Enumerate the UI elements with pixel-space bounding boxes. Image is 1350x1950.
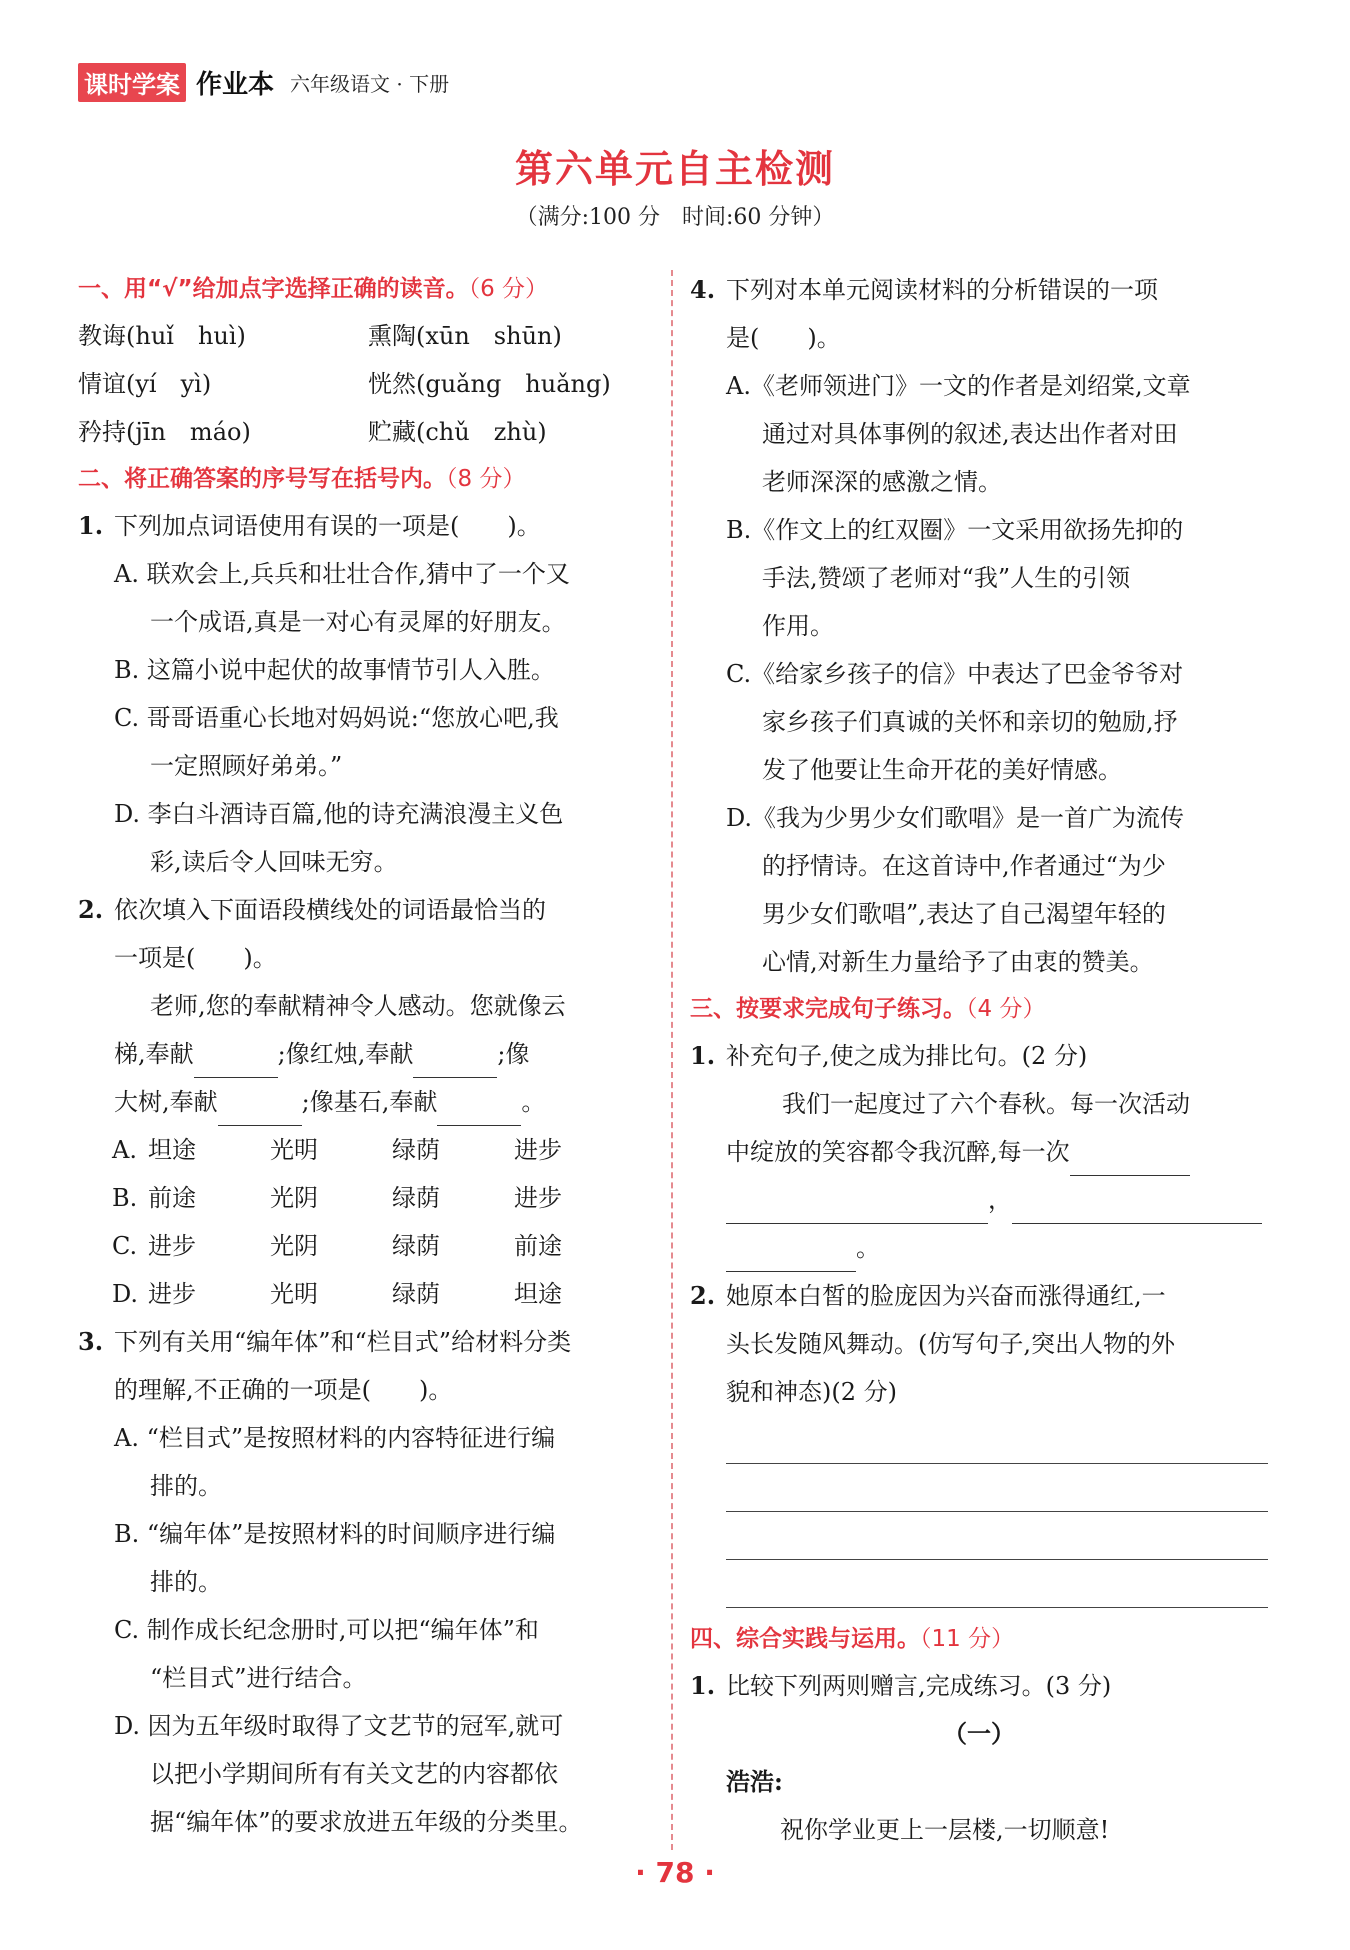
question-stem-cont: 头长发随风舞动。(仿写句子,突出人物的外	[726, 1330, 1175, 1358]
option-label[interactable]: D.	[112, 1280, 139, 1308]
section-heading-2: 二、将正确答案的序号写在括号内。（8 分）	[78, 466, 526, 492]
option-d-cont: 男少女们歌唱”,表达了自己渴望年轻的	[762, 900, 1166, 928]
option-d-cont: 心情,对新生力量给予了由衷的赞美。	[762, 948, 1154, 976]
answer-blank[interactable]	[1070, 1145, 1190, 1176]
option-b[interactable]: B. 这篇小说中起伏的故事情节引人入胜。	[114, 656, 555, 684]
question-number: 4.	[690, 275, 716, 304]
option-word: 坦途	[148, 1136, 196, 1164]
answer-blank[interactable]	[726, 1241, 856, 1272]
option-word: 前途	[514, 1232, 562, 1260]
option-label[interactable]: A.	[112, 1136, 137, 1164]
part-label: （一）	[943, 1719, 1015, 1748]
section-heading-4: 四、综合实践与运用。（11 分）	[690, 1626, 1015, 1652]
question-stem-cont: 是( )。	[726, 324, 841, 352]
question-stem: 依次填入下面语段横线处的词语最恰当的	[114, 896, 546, 924]
question-number: 3.	[78, 1327, 104, 1356]
option-d-cont: 以把小学期间所有有关文艺的内容都依	[150, 1760, 558, 1788]
passage-line: 老师,您的奉献精神令人感动。您就像云	[150, 992, 566, 1020]
answer-blank[interactable]	[1012, 1193, 1262, 1224]
left-column	[78, 266, 652, 1846]
option-word: 进步	[514, 1136, 562, 1164]
answer-blank[interactable]	[218, 1095, 302, 1126]
option-c-cont: “栏目式”进行结合。	[150, 1664, 367, 1692]
answer-blank[interactable]	[194, 1047, 278, 1078]
option-b-cont: 排的。	[150, 1568, 222, 1596]
pinyin-item[interactable]: 熏陶(xūn shūn)	[368, 322, 562, 350]
option-c-cont: 发了他要让生命开花的美好情感。	[762, 756, 1122, 784]
option-c-cont: 家乡孩子们真诚的关怀和亲切的勉励,抒	[762, 708, 1178, 736]
question-stem-cont: 一项是( )。	[114, 944, 277, 972]
option-word: 绿荫	[392, 1184, 440, 1212]
column-divider	[671, 270, 673, 1850]
sentence-line: ，	[690, 1176, 1268, 1224]
answer-blank[interactable]	[726, 1193, 988, 1224]
question-stem: 她原本白皙的脸庞因为兴奋而涨得通红,一	[726, 1282, 1166, 1310]
option-label[interactable]: C.	[112, 1232, 138, 1260]
question-stem-cont: 的理解,不正确的一项是( )。	[114, 1376, 453, 1404]
option-c[interactable]: C. 制作成长纪念册时,可以把“编年体”和	[114, 1616, 539, 1644]
option-word: 光阴	[270, 1232, 318, 1260]
option-word: 进步	[148, 1232, 196, 1260]
option-word: 进步	[514, 1184, 562, 1212]
writing-line[interactable]	[726, 1560, 1268, 1608]
option-a[interactable]: A. 联欢会上,兵兵和壮壮合作,猜中了一个又	[114, 560, 570, 588]
sentence-line: 。	[690, 1224, 1268, 1272]
message-line: 祝你学业更上一层楼,一切顺意!	[780, 1816, 1110, 1844]
passage-line: 梯,奉献 ;像红烛,奉献 ;像	[78, 1030, 652, 1078]
option-b[interactable]: B.《作文上的红双圈》一文采用欲扬先抑的	[726, 516, 1184, 544]
question-number: 2.	[690, 1281, 716, 1310]
answer-blank[interactable]	[413, 1047, 497, 1078]
option-a-cont: 老师深深的感激之情。	[762, 468, 1002, 496]
option-word: 绿荫	[392, 1136, 440, 1164]
question-number: 2.	[78, 895, 104, 924]
book-subtitle: 六年级语文 · 下册	[290, 71, 450, 96]
question-number: 1.	[690, 1041, 716, 1070]
option-word: 光明	[270, 1136, 318, 1164]
option-word: 光明	[270, 1280, 318, 1308]
greeting: 浩浩:	[726, 1767, 783, 1796]
option-word: 光阴	[270, 1184, 318, 1212]
option-a[interactable]: A. “栏目式”是按照材料的内容特征进行编	[114, 1424, 556, 1452]
writing-line[interactable]	[726, 1512, 1268, 1560]
sentence-line: 中绽放的笑容都令我沉醉,每一次	[690, 1128, 1268, 1176]
question-7	[690, 1662, 1268, 1710]
question-number: 1.	[690, 1671, 716, 1700]
page-header	[78, 62, 449, 102]
question-stem: 补充句子,使之成为排比句。(2 分)	[726, 1042, 1088, 1070]
option-d[interactable]: D. 李白斗酒诗百篇,他的诗充满浪漫主义色	[114, 800, 564, 828]
option-c[interactable]: C. 哥哥语重心长地对妈妈说:“您放心吧,我	[114, 704, 559, 732]
question-3	[78, 1318, 652, 1366]
option-word: 绿荫	[392, 1232, 440, 1260]
sentence-line: 我们一起度过了六个春秋。每一次活动	[782, 1090, 1190, 1118]
option-label[interactable]: B.	[112, 1184, 138, 1212]
pinyin-item[interactable]: 教诲(huǐ huì)	[78, 322, 246, 350]
question-stem: 下列对本单元阅读材料的分析错误的一项	[726, 276, 1158, 304]
option-b-cont: 手法,赞颂了老师对“我”人生的引领	[762, 564, 1131, 592]
question-4	[690, 266, 1268, 314]
answer-blank[interactable]	[437, 1095, 521, 1126]
pinyin-item[interactable]: 恍然(guǎng huǎng)	[368, 370, 611, 398]
option-word: 前途	[148, 1184, 196, 1212]
right-column	[690, 266, 1268, 1854]
brand-logo-red: 课时学案	[78, 63, 186, 102]
option-d-cont: 的抒情诗。在这首诗中,作者通过“为少	[762, 852, 1166, 880]
option-word: 进步	[148, 1280, 196, 1308]
question-stem: 下列加点词语使用有误的一项是( )。	[114, 512, 541, 540]
question-stem: 下列有关用“编年体”和“栏目式”给材料分类	[114, 1328, 572, 1356]
option-c[interactable]: C.《给家乡孩子的信》中表达了巴金爷爷对	[726, 660, 1184, 688]
option-a[interactable]: A.《老师领进门》一文的作者是刘绍棠,文章	[726, 372, 1191, 400]
option-d-cont: 彩,读后令人回味无穷。	[150, 848, 398, 876]
option-a-cont: 一个成语,真是一对心有灵犀的好朋友。	[150, 608, 566, 636]
pinyin-grid	[78, 312, 652, 456]
pinyin-item[interactable]: 贮藏(chǔ zhù)	[368, 418, 547, 446]
page-title: 第六单元自主检测	[514, 147, 835, 191]
passage-line: 大树,奉献 ;像基石,奉献 。	[78, 1078, 652, 1126]
option-a-cont: 排的。	[150, 1472, 222, 1500]
writing-line[interactable]	[726, 1464, 1268, 1512]
section-heading-3: 三、按要求完成句子练习。（4 分）	[690, 996, 1046, 1022]
question-2	[78, 886, 652, 934]
question-stem-cont: 貌和神态)(2 分)	[726, 1378, 897, 1406]
option-b[interactable]: B. “编年体”是按照材料的时间顺序进行编	[114, 1520, 556, 1548]
pinyin-item[interactable]: 情谊(yí yì)	[78, 370, 212, 398]
option-d[interactable]: D.《我为少男少女们歌唱》是一首广为流传	[726, 804, 1185, 832]
option-d-cont: 据“编年体”的要求放进五年级的分类里。	[150, 1808, 583, 1836]
question-stem: 比较下列两则赠言,完成练习。(3 分)	[726, 1672, 1112, 1700]
section-heading-1: 一、用“√”给加点字选择正确的读音。（6 分）	[78, 276, 549, 302]
writing-line[interactable]	[726, 1416, 1268, 1464]
question-5	[690, 1032, 1268, 1080]
pinyin-item[interactable]: 矜持(jīn máo)	[78, 418, 251, 446]
score-time-info: （满分:100 分 时间:60 分钟）	[515, 205, 835, 230]
option-a-cont: 通过对具体事例的叙述,表达出作者对田	[762, 420, 1178, 448]
question-1	[78, 502, 652, 550]
question-6	[690, 1272, 1268, 1320]
word-options	[78, 1126, 652, 1318]
brand-logo-black: 作业本	[196, 69, 275, 100]
question-number: 1.	[78, 511, 104, 540]
option-c-cont: 一定照顾好弟弟。”	[150, 752, 343, 780]
option-word: 坦途	[514, 1280, 562, 1308]
option-d[interactable]: D. 因为五年级时取得了文艺节的冠军,就可	[114, 1712, 564, 1740]
option-b-cont: 作用。	[762, 612, 834, 640]
page-number: · 78 ·	[635, 1856, 715, 1889]
option-word: 绿荫	[392, 1280, 440, 1308]
